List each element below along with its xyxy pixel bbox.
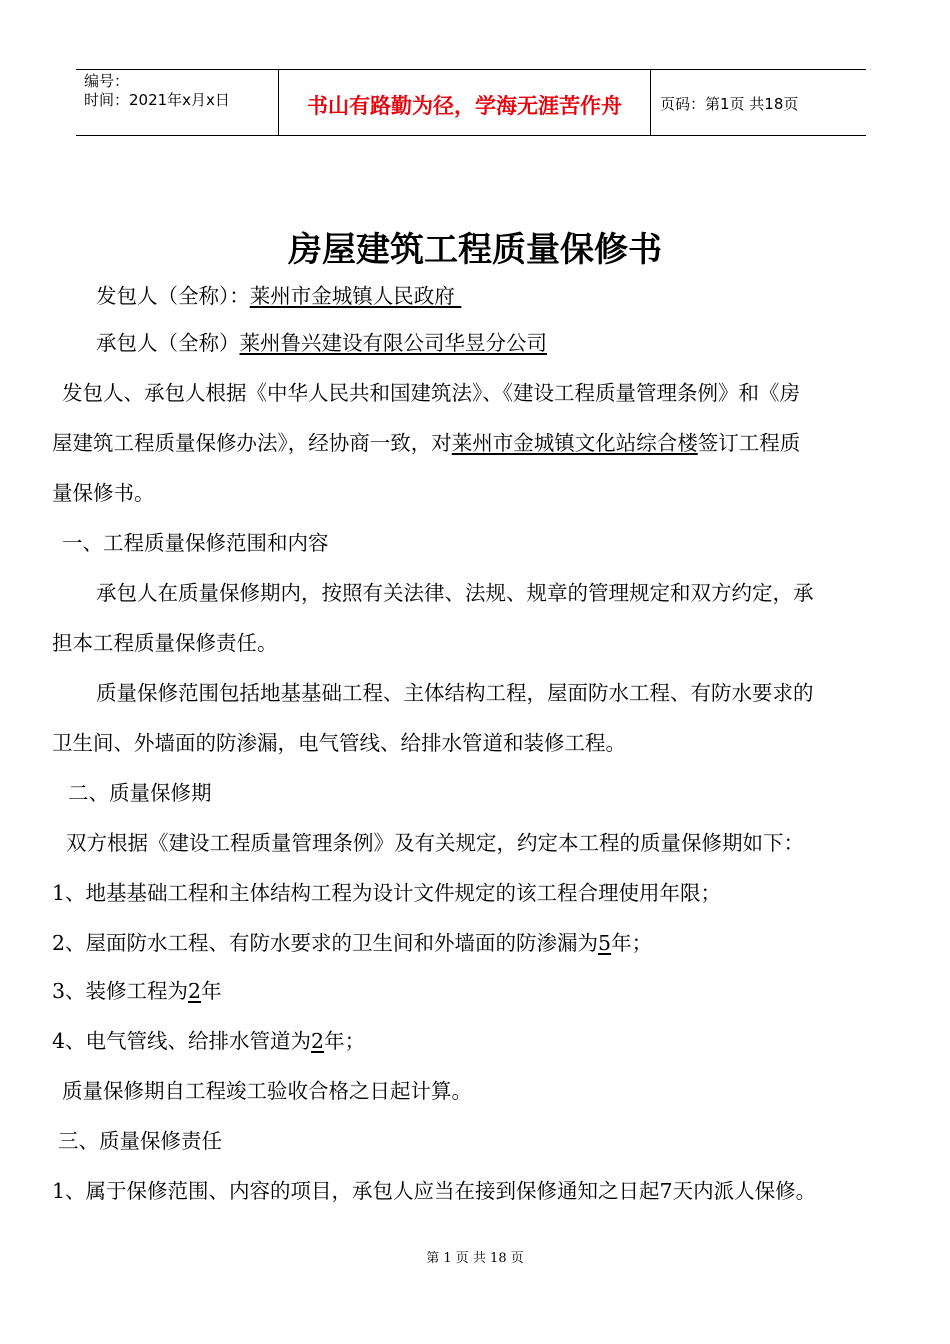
- s2-item-4-years: 2: [311, 1029, 325, 1053]
- s2-item-2: [52, 930, 652, 956]
- s2-item-4-suffix: 年；: [324, 1029, 366, 1053]
- intro-line-1: [62, 380, 888, 406]
- employer-label: 发包人（全称）：: [96, 284, 250, 308]
- s2-intro: 双方根据《建设工程质量管理条例》及有关规定，约定本工程的质量保修期如下：: [66, 831, 804, 855]
- employer-name: 莱州市金城镇人民政府: [249, 284, 462, 308]
- contractor-label: 承包人（全称）: [96, 331, 240, 355]
- header-motto: 书山有路勤为径，学海无涯苦作舟: [307, 94, 622, 118]
- s2-item-4-text: 4、电气管线、给排水管道为: [52, 1029, 312, 1053]
- s2-item-2-years: 5: [598, 931, 612, 955]
- s1-p2-text-1: 质量保修范围包括地基基础工程、主体结构工程，屋面防水工程、有防水要求的: [96, 681, 814, 705]
- s1-p1-text-1: 承包人在质量保修期内，按照有关法律、法规、规章的管理规定和双方约定，承: [96, 581, 814, 605]
- s2-item-1: 1、地基基础工程和主体结构工程为设计文件规定的该工程合理使用年限；: [52, 881, 722, 905]
- intro-text-1: 发包人、承包人根据《中华人民共和国建筑法》、《建设工程质量管理条例》和《房: [62, 381, 800, 405]
- s2-item-3: [52, 978, 222, 1004]
- s2-item-3-text: 3、装修工程为: [52, 979, 189, 1003]
- s1-p1-line-1: [96, 580, 888, 606]
- s2-note: 质量保修期自工程竣工验收合格之日起计算。: [62, 1079, 472, 1103]
- header-top-rule: [76, 69, 866, 70]
- section-3-heading: 三、质量保修责任: [58, 1129, 222, 1153]
- header-bottom-rule: [76, 135, 866, 136]
- contractor-line: [96, 330, 547, 356]
- document-title: 房屋建筑工程质量保修书: [288, 230, 662, 270]
- page-footer: 第 1 页 共 18 页: [426, 1251, 524, 1266]
- header-number-label: 编号：: [84, 72, 130, 90]
- header-page-info: 页码：第1页 共18页: [660, 95, 799, 113]
- intro-line-2: [52, 430, 800, 456]
- header-time-label: 时间：2021年x月x日: [84, 91, 230, 109]
- s2-item-3-suffix: 年: [201, 979, 222, 1003]
- contractor-name: 莱州鲁兴建设有限公司华昱分公司: [239, 331, 547, 355]
- section-1-heading: 一、工程质量保修范围和内容: [62, 531, 329, 555]
- s2-item-3-years: 2: [188, 979, 202, 1003]
- s1-p1-line-2: 担本工程质量保修责任。: [52, 631, 278, 655]
- header-divider-right: [650, 69, 651, 136]
- s2-item-2-text: 2、屋面防水工程、有防水要求的卫生间和外墙面的防渗漏为: [52, 931, 599, 955]
- intro-line-3: 量保修书。: [52, 481, 155, 505]
- section-2-heading: 二、质量保修期: [68, 781, 212, 805]
- intro-text-2a: 屋建筑工程质量保修办法》，经协商一致，对: [52, 431, 452, 455]
- s1-p2-line-2: 卫生间、外墙面的防渗漏，电气管线、给排水管道和装修工程。: [52, 731, 626, 755]
- s3-item-1: 1、属于保修范围、内容的项目，承包人应当在接到保修通知之日起7天内派人保修。: [52, 1179, 817, 1203]
- s2-item-2-suffix: 年；: [611, 931, 653, 955]
- employer-line: [96, 283, 461, 309]
- s1-p2-line-1: [96, 680, 888, 706]
- project-name: 莱州市金城镇文化站综合楼: [451, 431, 698, 455]
- s2-item-4: [52, 1028, 365, 1054]
- intro-text-2b: 签订工程质: [697, 431, 801, 455]
